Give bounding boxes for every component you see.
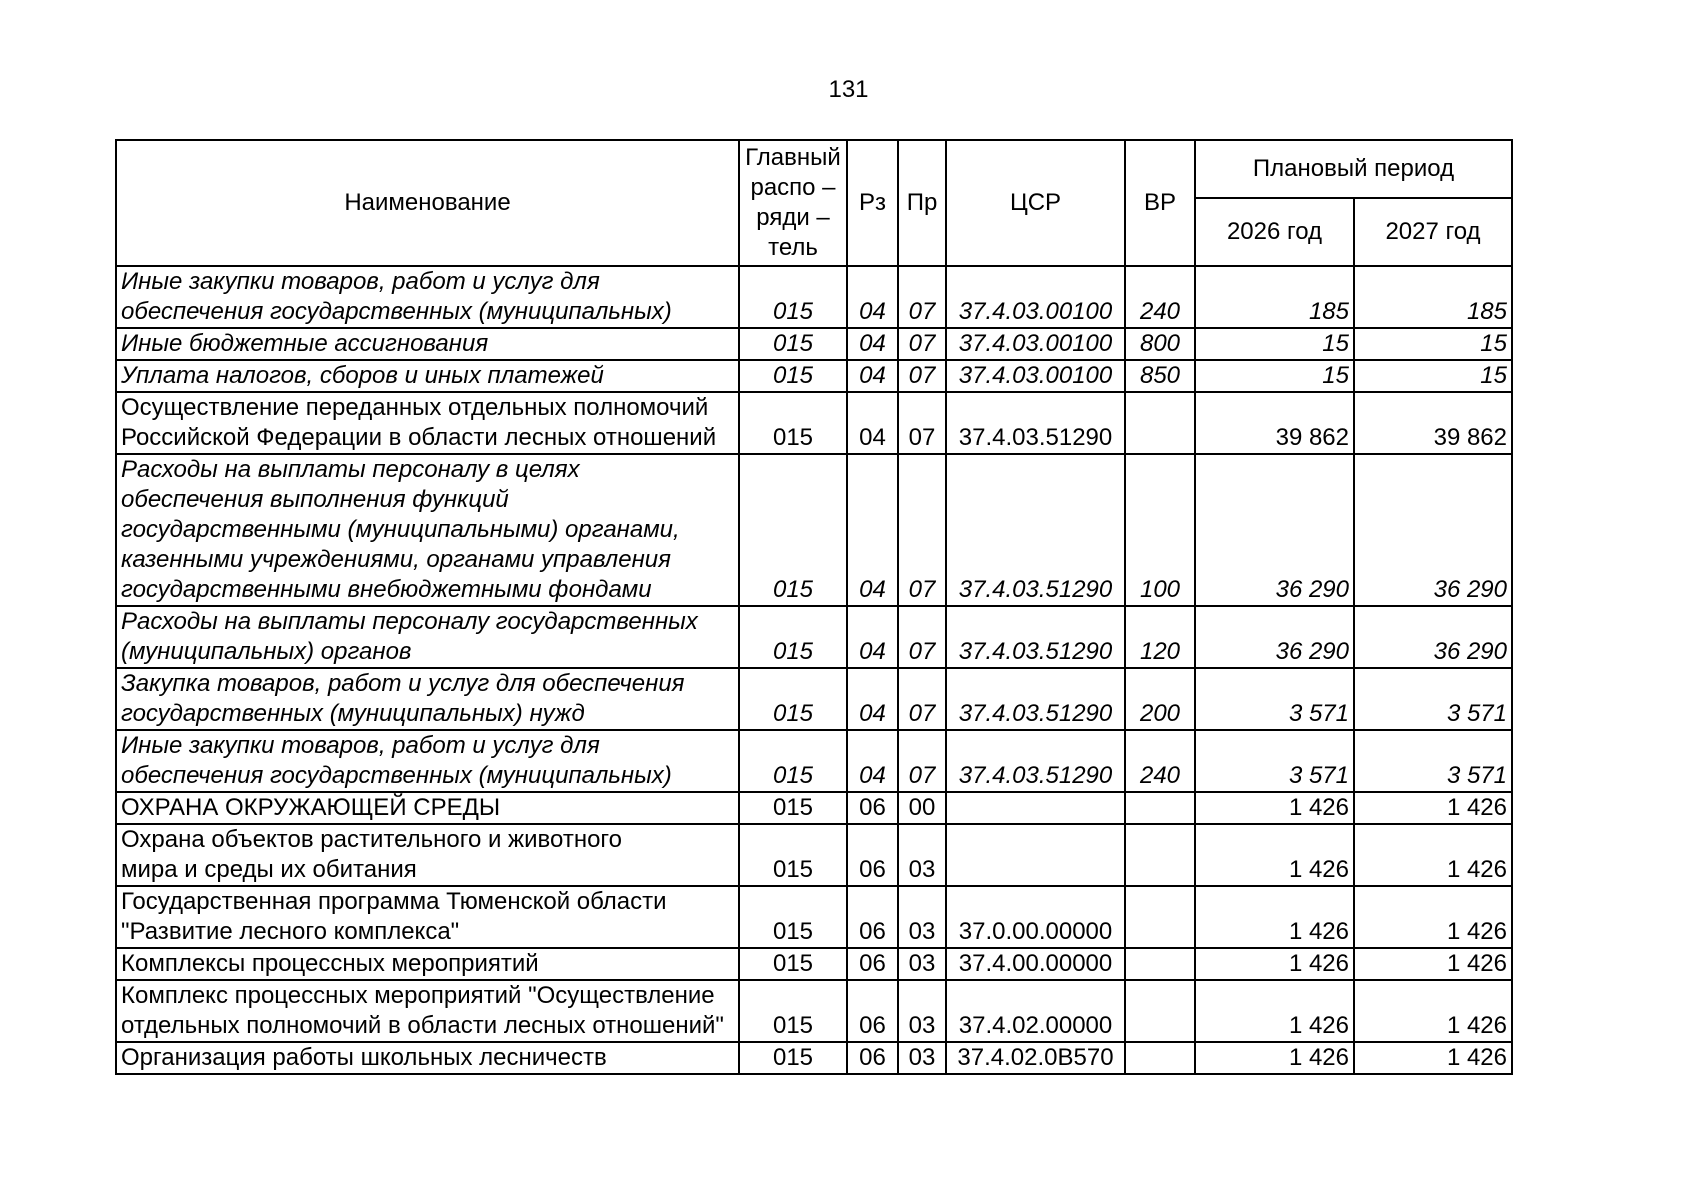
cell-pr: 03 xyxy=(898,980,946,1042)
cell-vr xyxy=(1125,980,1195,1042)
header-year-2027: 2027 год xyxy=(1354,198,1512,266)
cell-vr: 850 xyxy=(1125,360,1195,392)
cell-rz: 06 xyxy=(847,824,898,886)
cell-csr: 37.4.03.51290 xyxy=(946,606,1125,668)
cell-manager: 015 xyxy=(739,1042,847,1074)
cell-2026: 1 426 xyxy=(1195,886,1354,948)
cell-2027: 36 290 xyxy=(1354,454,1512,606)
budget-table xyxy=(115,139,1513,1075)
table-row xyxy=(116,606,1512,668)
cell-manager: 015 xyxy=(739,328,847,360)
cell-vr: 240 xyxy=(1125,266,1195,328)
cell-pr: 03 xyxy=(898,1042,946,1074)
cell-manager: 015 xyxy=(739,792,847,824)
cell-vr xyxy=(1125,392,1195,454)
cell-2027: 3 571 xyxy=(1354,668,1512,730)
table-row xyxy=(116,948,1512,980)
header-pr: Пр xyxy=(898,140,946,266)
cell-csr: 37.4.03.51290 xyxy=(946,392,1125,454)
cell-2026: 1 426 xyxy=(1195,792,1354,824)
cell-pr: 07 xyxy=(898,730,946,792)
header-planned-period: Плановый период xyxy=(1195,140,1512,198)
cell-manager: 015 xyxy=(739,392,847,454)
cell-2026: 1 426 xyxy=(1195,1042,1354,1074)
cell-pr: 03 xyxy=(898,948,946,980)
header-manager: Главный распо – ряди – тель xyxy=(739,140,847,266)
cell-csr xyxy=(946,792,1125,824)
cell-pr: 07 xyxy=(898,392,946,454)
cell-2027: 3 571 xyxy=(1354,730,1512,792)
cell-2026: 3 571 xyxy=(1195,730,1354,792)
table-row xyxy=(116,730,1512,792)
header-year-2026: 2026 год xyxy=(1195,198,1354,266)
cell-manager: 015 xyxy=(739,730,847,792)
cell-name: Иные закупки товаров, работ и услуг для обеспечения государственных (муниципальных) xyxy=(116,266,739,328)
cell-manager: 015 xyxy=(739,886,847,948)
cell-rz: 04 xyxy=(847,328,898,360)
cell-pr: 03 xyxy=(898,886,946,948)
cell-pr: 07 xyxy=(898,266,946,328)
cell-rz: 06 xyxy=(847,792,898,824)
cell-rz: 04 xyxy=(847,454,898,606)
cell-rz: 04 xyxy=(847,360,898,392)
cell-csr: 37.4.03.51290 xyxy=(946,454,1125,606)
cell-csr: 37.4.02.0В570 xyxy=(946,1042,1125,1074)
cell-csr: 37.4.03.00100 xyxy=(946,328,1125,360)
table-header xyxy=(116,140,1512,266)
cell-vr xyxy=(1125,824,1195,886)
cell-manager: 015 xyxy=(739,360,847,392)
cell-vr: 800 xyxy=(1125,328,1195,360)
cell-csr xyxy=(946,824,1125,886)
cell-name: Расходы на выплаты персоналу в целях обеспечения выполнения функций государственными (муниципальными) органами, казенными учреждениями, органами управления государственными внебюджетными фондами xyxy=(116,454,739,606)
cell-rz: 04 xyxy=(847,392,898,454)
cell-vr xyxy=(1125,886,1195,948)
cell-csr: 37.4.03.51290 xyxy=(946,668,1125,730)
cell-2026: 1 426 xyxy=(1195,948,1354,980)
cell-name: Охрана объектов растительного и животного мира и среды их обитания xyxy=(116,824,739,886)
cell-2026: 3 571 xyxy=(1195,668,1354,730)
cell-2027: 1 426 xyxy=(1354,824,1512,886)
cell-rz: 04 xyxy=(847,668,898,730)
header-vr: ВР xyxy=(1125,140,1195,266)
cell-2027: 1 426 xyxy=(1354,948,1512,980)
cell-2027: 1 426 xyxy=(1354,1042,1512,1074)
cell-2027: 1 426 xyxy=(1354,792,1512,824)
cell-csr: 37.0.00.00000 xyxy=(946,886,1125,948)
cell-2026: 185 xyxy=(1195,266,1354,328)
header-csr: ЦСР xyxy=(946,140,1125,266)
table-row xyxy=(116,792,1512,824)
cell-rz: 04 xyxy=(847,266,898,328)
cell-rz: 04 xyxy=(847,606,898,668)
cell-pr: 00 xyxy=(898,792,946,824)
cell-2026: 36 290 xyxy=(1195,454,1354,606)
cell-name: Иные закупки товаров, работ и услуг для обеспечения государственных (муниципальных) xyxy=(116,730,739,792)
cell-name: Уплата налогов, сборов и иных платежей xyxy=(116,360,739,392)
cell-manager: 015 xyxy=(739,668,847,730)
cell-name: Организация работы школьных лесничеств xyxy=(116,1042,739,1074)
cell-2027: 15 xyxy=(1354,360,1512,392)
cell-2027: 1 426 xyxy=(1354,980,1512,1042)
cell-2026: 36 290 xyxy=(1195,606,1354,668)
table-row xyxy=(116,824,1512,886)
cell-2026: 1 426 xyxy=(1195,824,1354,886)
page-number: 131 xyxy=(828,76,869,103)
cell-2027: 15 xyxy=(1354,328,1512,360)
cell-2027: 36 290 xyxy=(1354,606,1512,668)
cell-rz: 06 xyxy=(847,948,898,980)
cell-vr: 120 xyxy=(1125,606,1195,668)
header-rz: Рз xyxy=(847,140,898,266)
cell-name: Расходы на выплаты персоналу государственных (муниципальных) органов xyxy=(116,606,739,668)
table-row xyxy=(116,886,1512,948)
cell-pr: 07 xyxy=(898,328,946,360)
cell-pr: 03 xyxy=(898,824,946,886)
header-name: Наименование xyxy=(116,140,739,266)
cell-vr: 240 xyxy=(1125,730,1195,792)
cell-manager: 015 xyxy=(739,266,847,328)
cell-pr: 07 xyxy=(898,668,946,730)
cell-2027: 1 426 xyxy=(1354,886,1512,948)
table-row xyxy=(116,454,1512,606)
table-row xyxy=(116,1042,1512,1074)
cell-csr: 37.4.03.00100 xyxy=(946,360,1125,392)
cell-vr xyxy=(1125,792,1195,824)
table-row xyxy=(116,980,1512,1042)
cell-rz: 06 xyxy=(847,980,898,1042)
cell-csr: 37.4.02.00000 xyxy=(946,980,1125,1042)
table-body xyxy=(116,266,1512,1074)
cell-name: Государственная программа Тюменской области "Развитие лесного комплекса" xyxy=(116,886,739,948)
cell-manager: 015 xyxy=(739,980,847,1042)
cell-vr: 200 xyxy=(1125,668,1195,730)
cell-rz: 04 xyxy=(847,730,898,792)
cell-name: Комплекс процессных мероприятий "Осуществление отдельных полномочий в области лесных отношений" xyxy=(116,980,739,1042)
cell-2026: 15 xyxy=(1195,360,1354,392)
cell-2027: 39 862 xyxy=(1354,392,1512,454)
cell-manager: 015 xyxy=(739,824,847,886)
cell-pr: 07 xyxy=(898,454,946,606)
cell-pr: 07 xyxy=(898,606,946,668)
cell-csr: 37.4.03.51290 xyxy=(946,730,1125,792)
cell-rz: 06 xyxy=(847,1042,898,1074)
table-row xyxy=(116,328,1512,360)
cell-name: Осуществление переданных отдельных полномочий Российской Федерации в области лесных отношений xyxy=(116,392,739,454)
table-row xyxy=(116,360,1512,392)
cell-2026: 1 426 xyxy=(1195,980,1354,1042)
cell-name: ОХРАНА ОКРУЖАЮЩЕЙ СРЕДЫ xyxy=(116,792,739,824)
cell-2026: 39 862 xyxy=(1195,392,1354,454)
cell-vr: 100 xyxy=(1125,454,1195,606)
cell-manager: 015 xyxy=(739,454,847,606)
cell-name: Закупка товаров, работ и услуг для обеспечения государственных (муниципальных) нужд xyxy=(116,668,739,730)
cell-2027: 185 xyxy=(1354,266,1512,328)
cell-csr: 37.4.03.00100 xyxy=(946,266,1125,328)
cell-vr xyxy=(1125,1042,1195,1074)
cell-2026: 15 xyxy=(1195,328,1354,360)
cell-name: Комплексы процессных мероприятий xyxy=(116,948,739,980)
cell-manager: 015 xyxy=(739,948,847,980)
cell-vr xyxy=(1125,948,1195,980)
cell-csr: 37.4.00.00000 xyxy=(946,948,1125,980)
cell-manager: 015 xyxy=(739,606,847,668)
cell-name: Иные бюджетные ассигнования xyxy=(116,328,739,360)
cell-rz: 06 xyxy=(847,886,898,948)
table-row xyxy=(116,668,1512,730)
cell-pr: 07 xyxy=(898,360,946,392)
table-row xyxy=(116,266,1512,328)
table-row xyxy=(116,392,1512,454)
